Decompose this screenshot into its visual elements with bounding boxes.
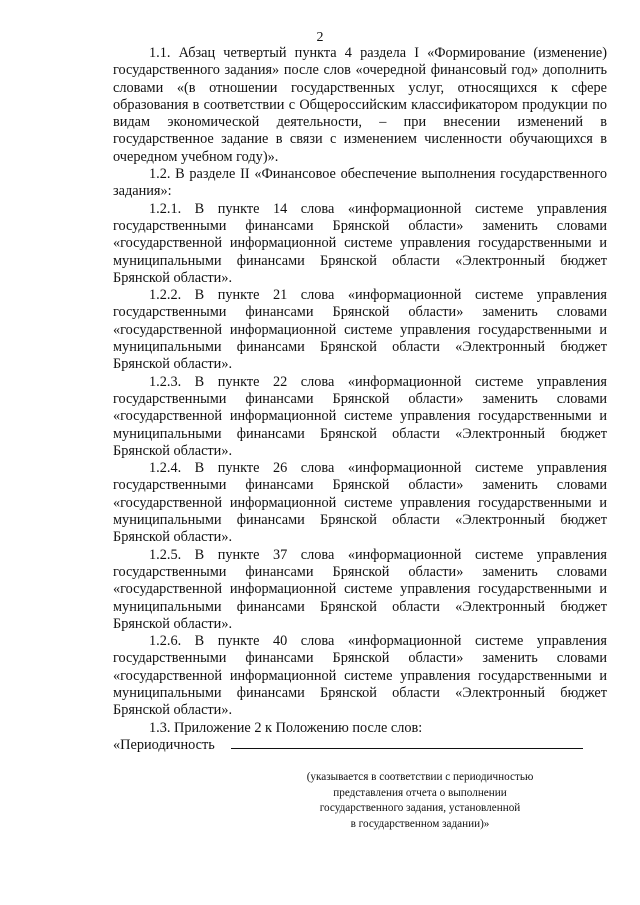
paragraph-1-2-5: 1.2.5. В пункте 37 слова «информационной системе управления государственными финансами Брянской области» заменить словами «государственной информационной системе управления государственными и муниципальными финансами Брянской области «Электронный бюджет Брянской области».	[113, 546, 607, 632]
paragraph-1-2-3: 1.2.3. В пункте 22 слова «информационной системе управления государственными финансами Брянской области» заменить словами «государственной информационной системе управления государственными и муниципальными финансами Брянской области «Электронный бюджет Брянской области».	[113, 373, 607, 459]
paragraph-1-2: 1.2. В разделе II «Финансовое обеспечение выполнения государственного задания»:	[113, 166, 607, 200]
paragraph-1-2-4: 1.2.4. В пункте 26 слова «информационной системе управления государственными финансами Брянской области» заменить словами «государственной информационной системе управления государственными и муниципальными финансами Брянской области «Электронный бюджет Брянской области».	[113, 460, 607, 546]
page-number: 2	[316, 30, 324, 45]
periodicity-blank-line	[231, 737, 583, 749]
periodicity-field	[113, 737, 607, 754]
paragraph-1-2-1: 1.2.1. В пункте 14 слова «информационной системе управления государственными финансами Брянской области» заменить словами «государственной информационной системе управления государственными и муниципальными финансами Брянской области «Электронный бюджет Брянской области».	[113, 200, 607, 286]
note-line-4: в государственном задании)»	[350, 817, 490, 830]
paragraph-1-3: 1.3. Приложение 2 к Положению после слов:	[149, 719, 423, 736]
note-line-1: (указывается в соответствии с периодичностью	[306, 771, 534, 783]
paragraph-1-2-2: 1.2.2. В пункте 21 слова «информационной системе управления государственными финансами Брянской области» заменить словами «государственной информационной системе управления государственными и муниципальными финансами Брянской области «Электронный бюджет Брянской области».	[113, 287, 607, 373]
periodicity-label: «Периодичность	[113, 736, 215, 753]
note-line-3: государственного задания, установленной	[319, 802, 521, 814]
periodicity-note	[240, 770, 600, 832]
note-line-2: представления отчета о выполнении	[333, 786, 507, 799]
paragraph-1-2-6: 1.2.6. В пункте 40 слова «информационной системе управления государственными финансами Брянской области» заменить словами «государственной информационной системе управления государственными и муниципальными финансами Брянской области «Электронный бюджет Брянской области».	[113, 633, 607, 719]
paragraph-1-1: 1.1. Абзац четвертый пункта 4 раздела I «Формирование (изменение) государственного задания» после слов «очередной финансовый год» дополнить словами «(в отношении государственных услуг, относящихся к сфере образования в соответствии с Общероссийским классификатором продукции по видам экономической деятельности, – при внесении изменений в государственное задание в связи с изменением численности обучающихся в очередном учебном году)».	[113, 45, 607, 165]
document-body	[113, 45, 607, 754]
